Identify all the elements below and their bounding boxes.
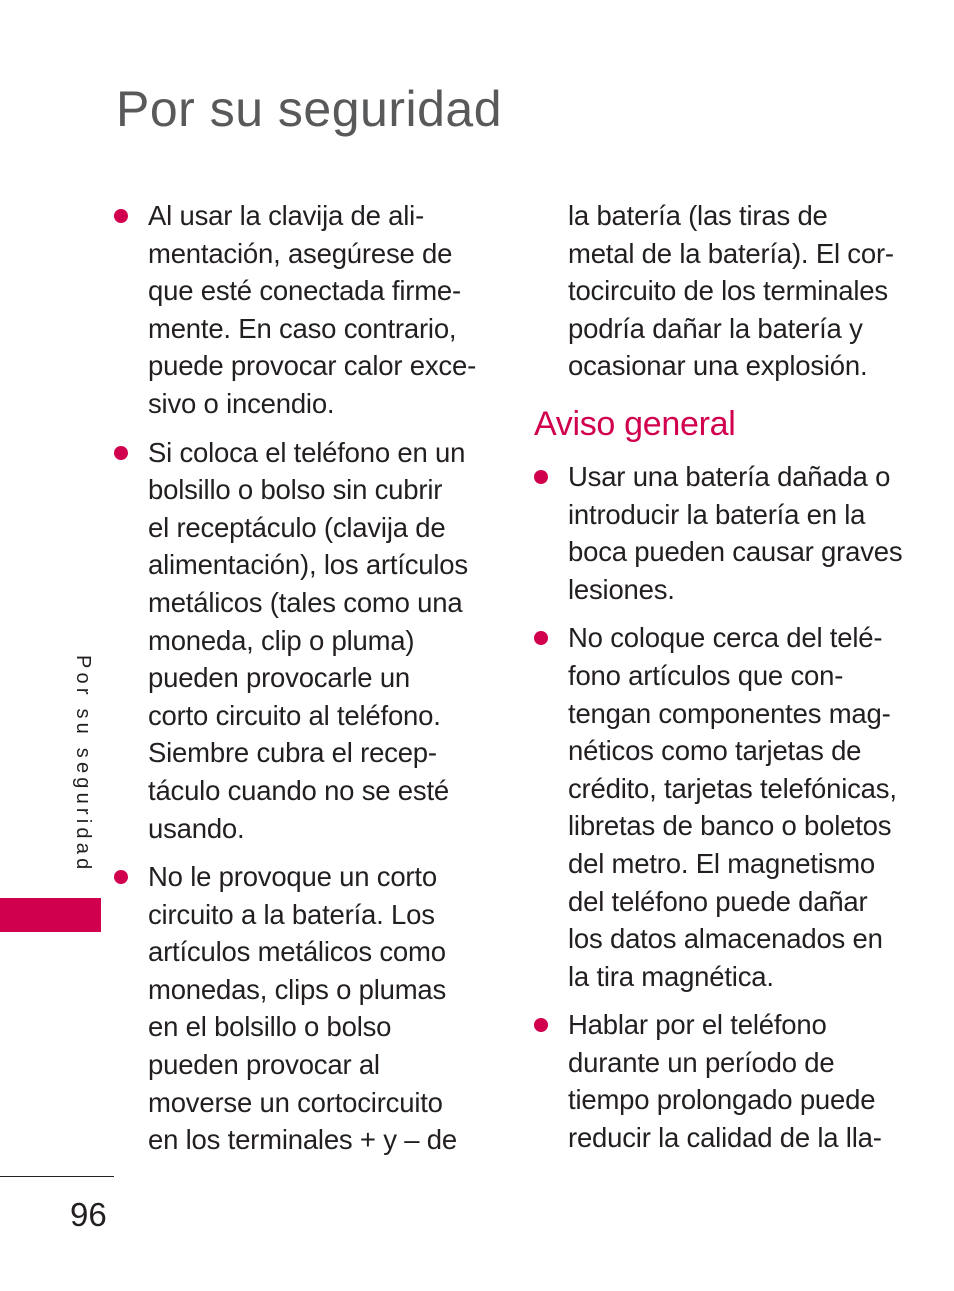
- list-item: [112, 434, 484, 848]
- list-item: [532, 458, 912, 608]
- bullet-text: Usar una batería dañada o introducir la batería en la boca pueden causar graves lesiones.: [568, 460, 903, 605]
- list-item: [112, 858, 484, 1159]
- section-tab-marker: [0, 898, 101, 932]
- list-item: [532, 619, 912, 995]
- right-bullet-list: [532, 458, 912, 1157]
- left-bullet-list: [112, 197, 484, 1159]
- section-tab-label: Por su seguridad: [72, 655, 94, 874]
- bullet-icon: [114, 870, 128, 884]
- right-column: [532, 197, 912, 1168]
- bullet-text: Al usar la clavija de ali- mentación, asegúrese de que esté conectada firme- mente. En caso contrario, puede provocar calor exce- sivo o incendio.: [148, 200, 477, 419]
- bullet-icon: [534, 1018, 548, 1032]
- section-heading: Aviso general: [534, 404, 736, 443]
- page-number: 96: [70, 1196, 107, 1233]
- bullet-icon: [534, 631, 548, 645]
- list-item: [112, 197, 484, 423]
- bullet-text: Hablar por el teléfono durante un período de tiempo prolongado puede reducir la calidad de la lla-: [568, 1009, 882, 1154]
- page-title: Por su seguridad: [116, 81, 503, 137]
- bullet-icon: [114, 209, 128, 223]
- continued-paragraph: la batería (las tiras de metal de la batería). El cor- tocircuito de los terminales podría dañar la batería y ocasionar una explosión.: [568, 200, 894, 382]
- list-item: [532, 1006, 912, 1156]
- left-column: [112, 197, 484, 1170]
- footer-divider: [0, 1176, 114, 1177]
- bullet-icon: [114, 446, 128, 460]
- bullet-text: No coloque cerca del telé- fono artículos que con- tengan componentes mag- néticos como tarjetas de crédito, tarjetas telefónicas, libretas de banco o boletos del metro. El magnetismo del teléfono puede dañar los datos almacenados en la tira magnética.: [568, 622, 897, 992]
- bullet-icon: [534, 470, 548, 484]
- bullet-text: No le provoque un corto circuito a la batería. Los artículos metálicos como monedas, clips o plumas en el bolsillo o bolso pueden provocar al moverse un cortocircuito en los terminales + y – de: [148, 861, 457, 1156]
- bullet-text: Si coloca el teléfono en un bolsillo o bolso sin cubrir el receptáculo (clavija de alimentación), los artículos metálicos (tales como una moneda, clip o pluma) pueden provocarle un corto circuito al teléfono. Siembre cubra el recep- táculo cuando no se esté usando.: [148, 436, 468, 844]
